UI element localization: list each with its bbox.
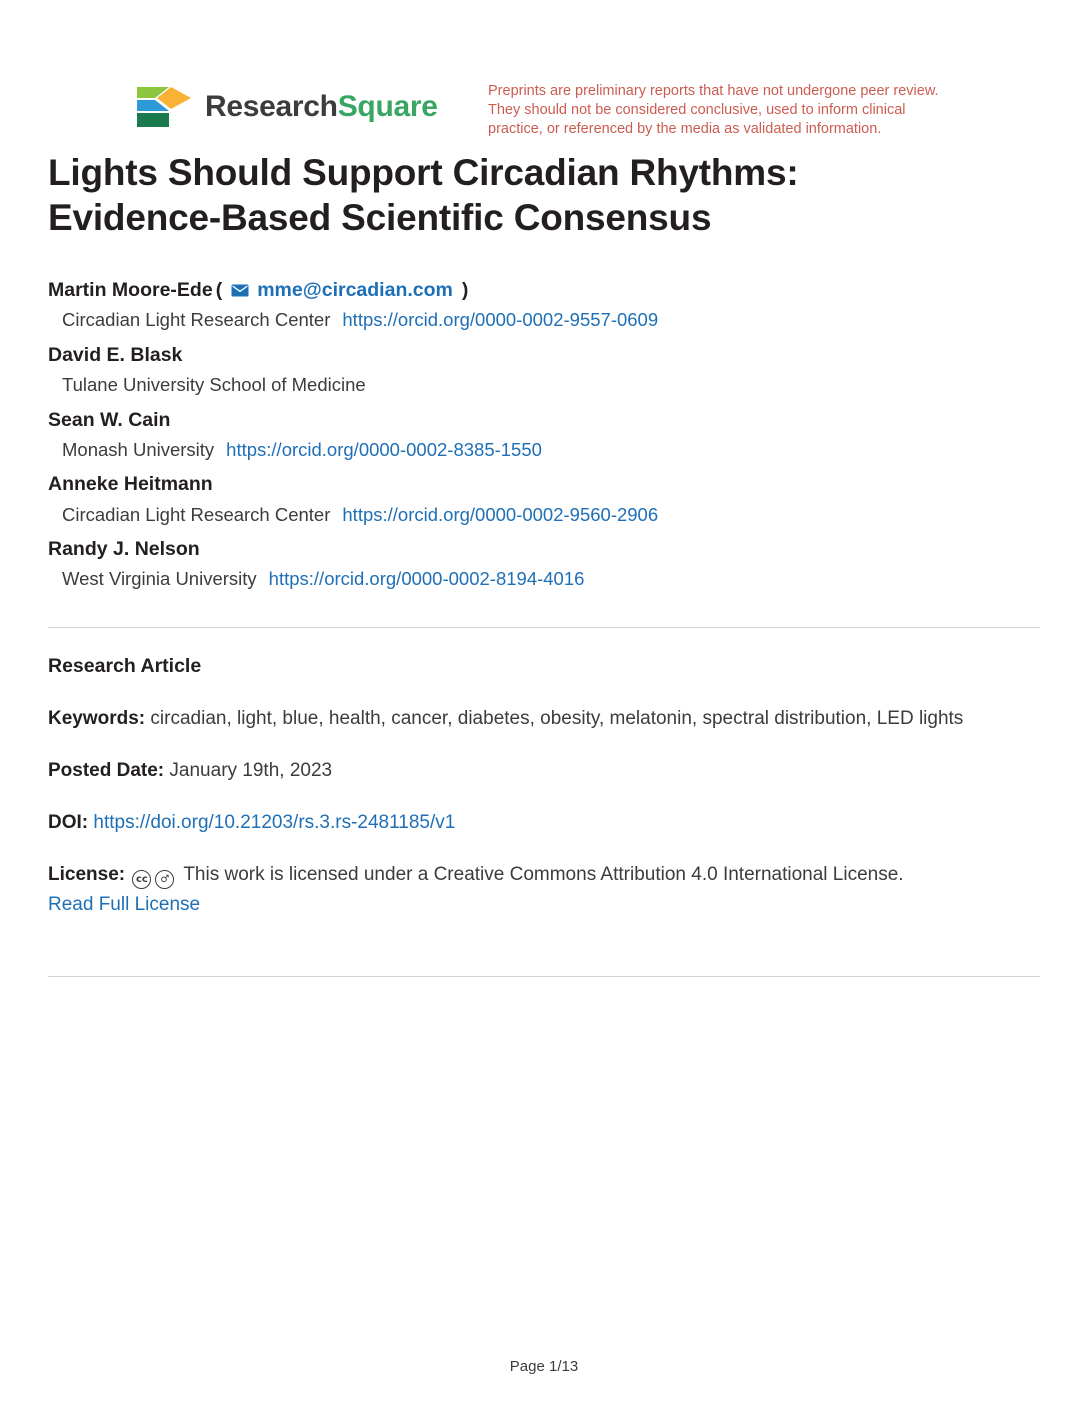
author-name-row (48, 405, 1038, 435)
orcid-link[interactable]: https://orcid.org/0000-0002-9557-0609 (342, 309, 659, 331)
author-affiliation-row (48, 435, 1038, 465)
author-affiliation-row (48, 370, 1038, 400)
paren-close: ) (461, 279, 469, 301)
author-affiliation-row (48, 564, 1038, 594)
posted-date-label: Posted Date: (48, 759, 165, 781)
doi-label: DOI: (48, 811, 89, 833)
doi-link[interactable]: https://doi.org/10.21203/rs.3.rs-2481185/v1 (93, 811, 456, 833)
affiliation: Monash University (62, 438, 215, 460)
license-text: This work is licensed under a Creative Commons Attribution 4.0 International License. (183, 863, 904, 885)
orcid-link[interactable]: https://orcid.org/0000-0002-8385-1550 (226, 438, 542, 460)
orcid-link[interactable]: https://orcid.org/0000-0002-8194-4016 (268, 568, 585, 590)
author-affiliation-row (48, 500, 1038, 530)
page-title: Lights Should Support Circadian Rhythms: Evidence-Based Scientific Consensus (48, 152, 799, 239)
read-full-license-link[interactable]: Read Full License (48, 894, 201, 916)
author-entry (48, 534, 1038, 594)
preprint-disclaimer: Preprints are preliminary reports that have not undergone peer review. They should not be considered conclusive, used to inform clinical practice, or referenced by the media as validated information. (488, 83, 939, 138)
affiliation: West Virginia University (62, 568, 257, 590)
cc-by-icon: ♂ (155, 870, 174, 889)
author-name: Anneke Heitmann (48, 473, 213, 496)
paper-metadata (48, 655, 1043, 944)
posted-date-row (48, 758, 1043, 785)
doi-row (48, 810, 1043, 837)
affiliation: Tulane University School of Medicine (62, 374, 366, 396)
divider-bottom (48, 976, 1040, 977)
page-footer (0, 1358, 1088, 1375)
keywords-row (48, 706, 1043, 733)
author-name-row (48, 340, 1038, 370)
divider-top (48, 627, 1040, 628)
logo-text-square: Square (337, 90, 438, 123)
author-entry (48, 469, 1038, 529)
page-number: Page 1/13 (509, 1358, 579, 1375)
author-affiliation-row (48, 305, 1038, 335)
envelope-icon (231, 284, 249, 297)
orcid-link[interactable]: https://orcid.org/0000-0002-9560-2906 (342, 503, 659, 525)
author-name: Sean W. Cain (48, 408, 171, 431)
license-row (48, 862, 1043, 919)
logo-text-research: Research (205, 90, 338, 123)
author-name-row (48, 534, 1038, 564)
author-name: Martin Moore-Ede (48, 279, 213, 301)
keywords-label: Keywords: (48, 708, 146, 729)
author-email-wrap (213, 275, 472, 305)
keywords-value: circadian, light, blue, health, cancer, diabetes, obesity, melatonin, spectral distribution, LED lights (150, 708, 964, 729)
page-header (0, 74, 1088, 144)
cc-icon: cc (132, 870, 151, 889)
author-list (48, 275, 1038, 599)
affiliation: Circadian Light Research Center (62, 503, 331, 525)
article-type: Research Article (48, 655, 202, 677)
research-square-logo-icon (135, 84, 193, 130)
creative-commons-badges (132, 870, 174, 889)
research-square-logo (135, 84, 438, 130)
author-name: David E. Blask (48, 343, 183, 366)
affiliation: Circadian Light Research Center (62, 309, 331, 331)
paren-open: ( (215, 279, 223, 301)
author-entry (48, 340, 1038, 400)
author-entry (48, 405, 1038, 465)
author-name: Randy J. Nelson (48, 538, 200, 561)
logo-wordmark (205, 92, 438, 122)
author-name-row (48, 275, 1038, 305)
author-email-link[interactable]: mme@circadian.com (257, 279, 453, 301)
license-label: License: (48, 863, 126, 885)
posted-date-value: January 19th, 2023 (169, 759, 333, 781)
author-entry (48, 275, 1038, 335)
author-name-row (48, 469, 1038, 499)
